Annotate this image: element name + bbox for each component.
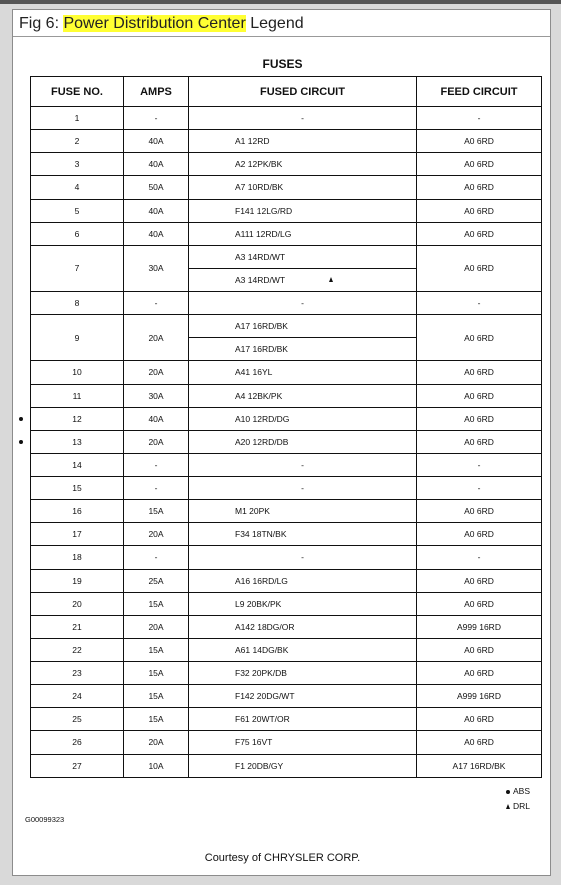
- table-row: [31, 199, 542, 222]
- fuse-number: 22: [72, 644, 82, 655]
- fused-circuit-cell: A10 12RD/DG: [189, 407, 417, 430]
- fused-circuit-cell: L9 20BK/PK: [189, 592, 417, 615]
- fuse-number-cell: [31, 107, 124, 130]
- fuse-number: 4: [74, 182, 80, 193]
- feed-circuit-cell: A17 16RD/BK: [417, 754, 542, 778]
- feed-circuit-cell: A0 6RD: [417, 222, 542, 245]
- table-row: [31, 731, 542, 754]
- table-row: [31, 685, 542, 708]
- fuse-number: 27: [72, 760, 82, 771]
- feed-circuit-cell: A0 6RD: [417, 176, 542, 199]
- feed-circuit-cell: -: [417, 292, 542, 315]
- fused-circuit-cell: A2 12PK/BK: [189, 153, 417, 176]
- courtesy-line: Courtesy of CHRYSLER CORP.: [204, 852, 361, 864]
- fuse-number: 9: [74, 332, 80, 343]
- fuse-number-cell: [31, 130, 124, 153]
- fuse-number: 8: [74, 298, 80, 309]
- fuse-number-cell: [31, 754, 124, 778]
- fused-circuit-cell: F1 20DB/GY: [189, 754, 417, 778]
- amps-cell: -: [124, 107, 189, 130]
- fuse-number: 10: [72, 367, 82, 378]
- fused-circuit-cell: F32 20PK/DB: [189, 662, 417, 685]
- fuse-number-cell: [31, 430, 124, 453]
- fused-circuit-cell: A20 12RD/DB: [189, 430, 417, 453]
- table-row: [31, 292, 542, 315]
- table-row: [31, 708, 542, 731]
- fused-circuit-cell: F34 18TN/BK: [189, 523, 417, 546]
- fuse-number-cell: [31, 222, 124, 245]
- table-row: [31, 384, 542, 407]
- fuse-number-cell: [31, 569, 124, 592]
- fuse-number-cell: [31, 315, 124, 361]
- fused-circuit-cell: A17 16RD/BK: [189, 315, 417, 338]
- fused-circuit-cell: A4 12BK/PK: [189, 384, 417, 407]
- fuse-number: 21: [72, 621, 82, 632]
- amps-cell: 20A: [124, 361, 189, 384]
- table-row: [31, 662, 542, 685]
- fused-circuit-cell: A3 14RD/WT: [189, 245, 417, 268]
- amps-cell: 15A: [124, 708, 189, 731]
- feed-circuit-cell: A0 6RD: [417, 569, 542, 592]
- fuse-number-cell: [31, 407, 124, 430]
- amps-cell: -: [124, 453, 189, 476]
- table-row: [31, 453, 542, 476]
- fuse-number: 3: [74, 159, 80, 170]
- fuse-number: 6: [74, 228, 80, 239]
- header-fuse-no: FUSE NO.: [31, 77, 124, 107]
- amps-cell: 15A: [124, 685, 189, 708]
- amps-cell: 20A: [124, 523, 189, 546]
- fused-circuit-cell: A7 10RD/BK: [189, 176, 417, 199]
- drl-triangle-icon: [506, 804, 510, 809]
- amps-cell: 20A: [124, 615, 189, 638]
- header-feed-circuit: FEED CIRCUIT: [417, 77, 542, 107]
- feed-circuit-cell: A0 6RD: [417, 384, 542, 407]
- table-row: [31, 107, 542, 130]
- fuse-number: 13: [72, 436, 82, 447]
- table-row: [31, 407, 542, 430]
- amps-cell: 40A: [124, 407, 189, 430]
- fuse-number: 18: [72, 552, 82, 563]
- fuse-number: 11: [72, 390, 82, 401]
- amps-cell: 15A: [124, 662, 189, 685]
- feed-circuit-cell: A0 6RD: [417, 245, 542, 291]
- figure-highlight: Power Distribution Center: [63, 15, 246, 32]
- feed-circuit-cell: A0 6RD: [417, 731, 542, 754]
- fused-circuit-cell: A3 14RD/WT: [189, 268, 417, 291]
- fuse-number-cell: [31, 685, 124, 708]
- fuse-number-cell: [31, 708, 124, 731]
- fused-circuit-cell: F142 20DG/WT: [189, 685, 417, 708]
- amps-cell: 50A: [124, 176, 189, 199]
- fuse-number-cell: [31, 731, 124, 754]
- amps-cell: -: [124, 477, 189, 500]
- fuse-number-cell: [31, 245, 124, 291]
- amps-cell: 30A: [124, 245, 189, 291]
- title-divider: [13, 36, 550, 37]
- feed-circuit-cell: A0 6RD: [417, 153, 542, 176]
- amps-cell: 20A: [124, 315, 189, 361]
- fused-circuit-cell: M1 20PK: [189, 500, 417, 523]
- fused-circuit-cell: -: [189, 546, 417, 569]
- table-row: [31, 638, 542, 661]
- fuse-number: 16: [72, 506, 82, 517]
- amps-cell: 40A: [124, 222, 189, 245]
- fuse-number: 26: [72, 737, 82, 748]
- amps-cell: 40A: [124, 199, 189, 222]
- amps-cell: 25A: [124, 569, 189, 592]
- legend-abs-label: ABS: [513, 786, 531, 796]
- fused-circuit-cell: -: [189, 453, 417, 476]
- amps-cell: 15A: [124, 500, 189, 523]
- drl-triangle-icon: [329, 277, 333, 282]
- abs-dot-icon: [19, 440, 23, 444]
- fuse-number-cell: [31, 361, 124, 384]
- table-row: [31, 176, 542, 199]
- fused-circuit-cell: -: [189, 107, 417, 130]
- table-row: [31, 477, 542, 500]
- fuse-number-cell: [31, 292, 124, 315]
- feed-circuit-cell: A0 6RD: [417, 638, 542, 661]
- top-bar: [0, 0, 561, 4]
- feed-circuit-cell: A0 6RD: [417, 592, 542, 615]
- table-row: [31, 615, 542, 638]
- feed-circuit-cell: -: [417, 107, 542, 130]
- fuse-table-body: [31, 107, 542, 778]
- figure-prefix: Fig 6:: [19, 15, 60, 32]
- legend-drl-label: DRL: [513, 801, 531, 811]
- table-row: [31, 245, 542, 268]
- table-row: [31, 569, 542, 592]
- amps-cell: 15A: [124, 638, 189, 661]
- header-fused-circuit: FUSED CIRCUIT: [189, 77, 417, 107]
- fuse-number-cell: [31, 615, 124, 638]
- feed-circuit-cell: A0 6RD: [417, 523, 542, 546]
- table-row: [31, 754, 542, 778]
- table-row: [31, 546, 542, 569]
- table-row: [31, 361, 542, 384]
- fuse-number-cell: [31, 546, 124, 569]
- fuse-number: 7: [74, 263, 80, 274]
- fused-circuit-cell: A41 16YL: [189, 361, 417, 384]
- fused-circuit-cell: A16 16RD/LG: [189, 569, 417, 592]
- fuse-number-cell: [31, 523, 124, 546]
- figure-code: G00099323: [25, 815, 65, 824]
- feed-circuit-cell: A0 6RD: [417, 500, 542, 523]
- fused-circuit-cell: -: [189, 292, 417, 315]
- amps-cell: 20A: [124, 731, 189, 754]
- fuse-number: 1: [74, 113, 80, 124]
- table-row: [31, 430, 542, 453]
- feed-circuit-cell: A0 6RD: [417, 315, 542, 361]
- amps-cell: 30A: [124, 384, 189, 407]
- fused-circuit-cell: F75 16VT: [189, 731, 417, 754]
- table-row: [31, 153, 542, 176]
- amps-cell: 15A: [124, 592, 189, 615]
- table-row: [31, 315, 542, 338]
- table-row: [31, 222, 542, 245]
- fuse-number: 25: [72, 714, 82, 725]
- abs-dot-icon: [506, 790, 510, 794]
- figure-title: [19, 15, 304, 33]
- fused-circuit-cell: -: [189, 477, 417, 500]
- fused-circuit-cell: F61 20WT/OR: [189, 708, 417, 731]
- feed-circuit-cell: -: [417, 453, 542, 476]
- amps-cell: 20A: [124, 430, 189, 453]
- table-row: [31, 500, 542, 523]
- header-amps: AMPS: [124, 77, 189, 107]
- fuse-number-cell: [31, 176, 124, 199]
- amps-cell: -: [124, 546, 189, 569]
- feed-circuit-cell: -: [417, 546, 542, 569]
- header-row: [31, 77, 542, 107]
- fuse-number: 15: [72, 483, 82, 494]
- legend-abs: [506, 786, 530, 796]
- abs-dot-icon: [19, 417, 23, 421]
- fuse-number: 23: [72, 668, 82, 679]
- feed-circuit-cell: A0 6RD: [417, 430, 542, 453]
- fuse-number-cell: [31, 199, 124, 222]
- fuse-number: 20: [72, 598, 82, 609]
- fuse-number: 24: [72, 691, 82, 702]
- fused-circuit-cell: A1 12RD: [189, 130, 417, 153]
- fuse-number-cell: [31, 384, 124, 407]
- figure-frame: [12, 9, 551, 876]
- table-row: [31, 592, 542, 615]
- fused-circuit-cell: A17 16RD/BK: [189, 338, 417, 361]
- fuse-number-cell: [31, 500, 124, 523]
- fuse-number: 2: [74, 136, 80, 147]
- fuse-number-cell: [31, 662, 124, 685]
- fuse-number: 19: [72, 575, 82, 586]
- fuse-number-cell: [31, 453, 124, 476]
- figure-suffix: Legend: [250, 15, 304, 32]
- feed-circuit-cell: A0 6RD: [417, 361, 542, 384]
- fused-circuit-cell: A61 14DG/BK: [189, 638, 417, 661]
- table-row: [31, 523, 542, 546]
- amps-cell: 10A: [124, 754, 189, 778]
- feed-circuit-cell: A0 6RD: [417, 407, 542, 430]
- feed-circuit-cell: -: [417, 477, 542, 500]
- fused-circuit-cell: F141 12LG/RD: [189, 199, 417, 222]
- table-title: FUSES: [262, 57, 303, 71]
- fused-circuit-cell: A111 12RD/LG: [189, 222, 417, 245]
- feed-circuit-cell: A0 6RD: [417, 708, 542, 731]
- amps-cell: 40A: [124, 130, 189, 153]
- fuse-number: 17: [72, 529, 82, 540]
- fuse-number-cell: [31, 477, 124, 500]
- feed-circuit-cell: A0 6RD: [417, 662, 542, 685]
- feed-circuit-cell: A999 16RD: [417, 685, 542, 708]
- fuse-number: 5: [74, 205, 80, 216]
- feed-circuit-cell: A999 16RD: [417, 615, 542, 638]
- fuse-number-cell: [31, 638, 124, 661]
- fuse-number: 14: [72, 459, 82, 470]
- amps-cell: 40A: [124, 153, 189, 176]
- fuse-number: 12: [72, 413, 82, 424]
- amps-cell: -: [124, 292, 189, 315]
- fuse-number-cell: [31, 153, 124, 176]
- table-row: [31, 130, 542, 153]
- fuse-table: [30, 76, 542, 778]
- fused-circuit-cell: A142 18DG/OR: [189, 615, 417, 638]
- legend-drl: [506, 801, 530, 811]
- fuse-number-cell: [31, 592, 124, 615]
- feed-circuit-cell: A0 6RD: [417, 199, 542, 222]
- feed-circuit-cell: A0 6RD: [417, 130, 542, 153]
